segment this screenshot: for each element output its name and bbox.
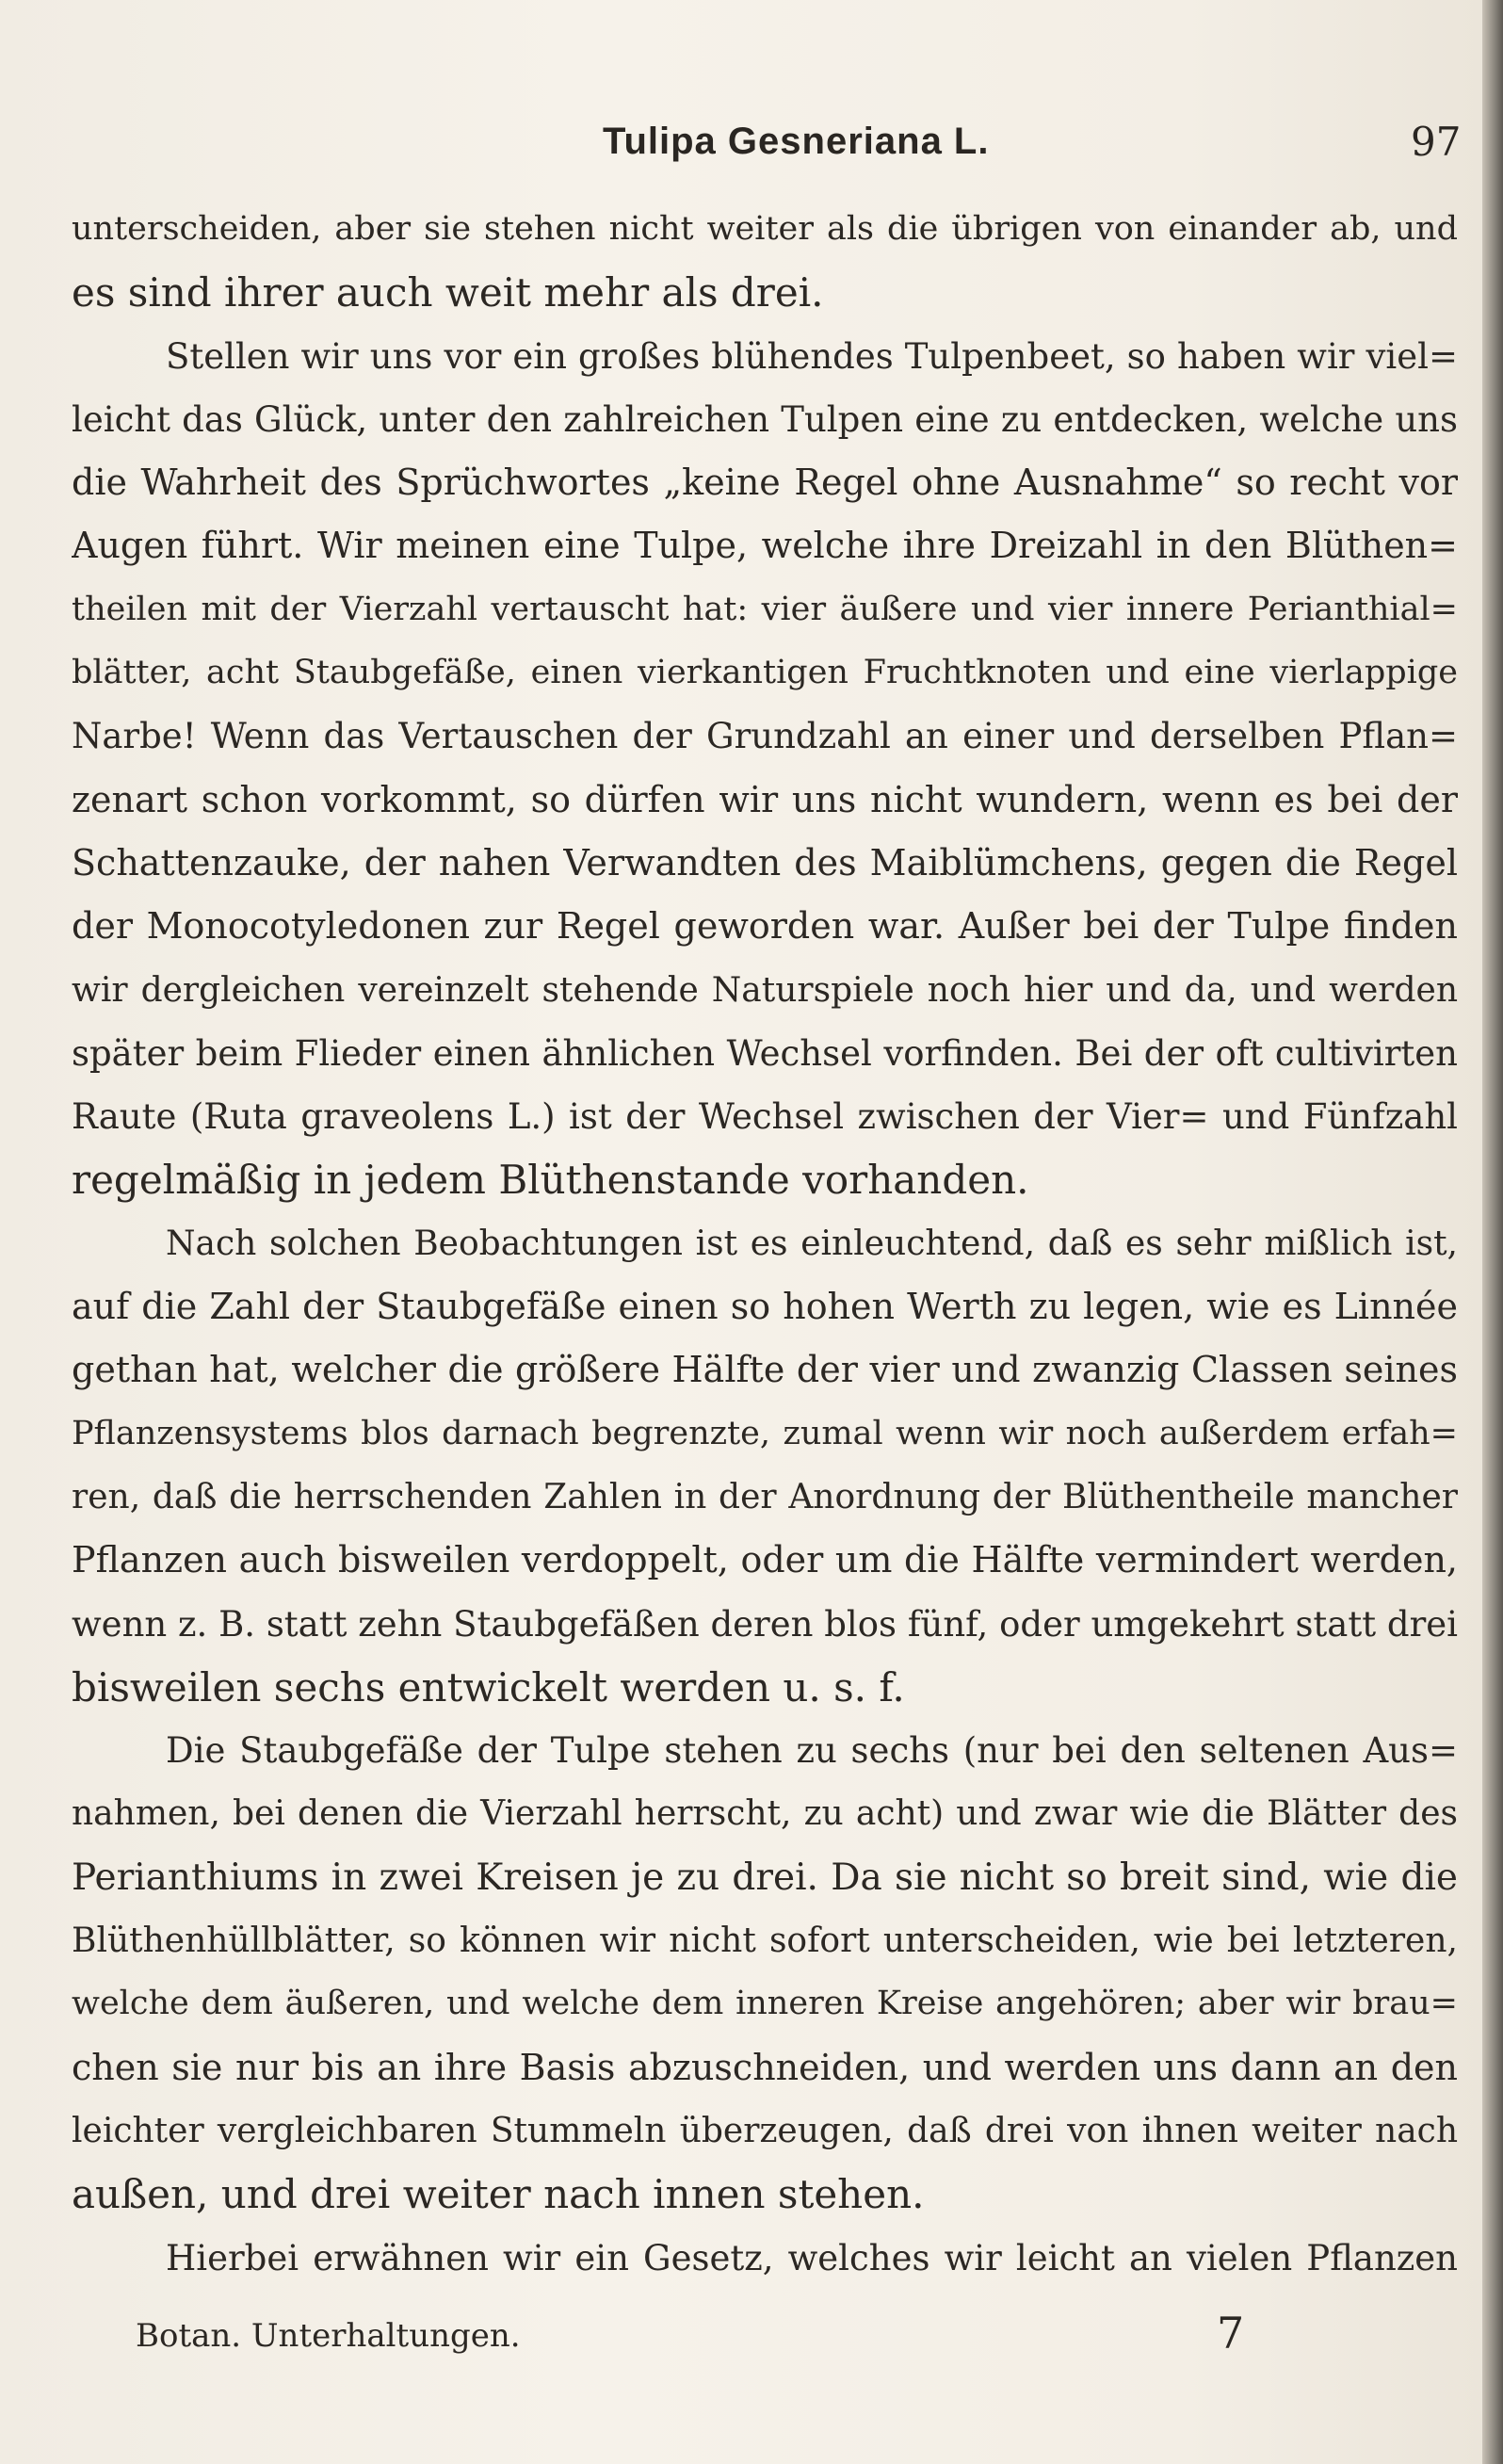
text-line: leicht das Glück, unter den zahlreichen Tulpen eine zu entdecken, welche uns xyxy=(72,398,1458,440)
text-line: Blüthenhüllblätter, so können wir nicht sofort unterscheiden, wie bei letzteren, xyxy=(72,1921,1458,1961)
page-footer xyxy=(0,2308,1482,2364)
text-line: Perianthiums in zwei Kreisen je zu drei. Da sie nicht so breit sind, wie die xyxy=(72,1856,1458,1899)
text-line: die Wahrheit des Sprüchwortes „keine Regel ohne Ausnahme“ so recht vor xyxy=(72,462,1458,504)
text-line: Stellen wir uns vor ein großes blühendes Tulpenbeet, so haben wir viel= xyxy=(166,335,1458,377)
text-line: nahmen, bei denen die Vierzahl herrscht, zu acht) und zwar wie die Blätter des xyxy=(72,1794,1458,1834)
text-line: es sind ihrer auch weit mehr als drei. xyxy=(72,269,824,316)
signature-mark: Botan. Unterhaltungen. xyxy=(136,2317,521,2355)
text-line: zenart schon vorkommt, so dürfen wir uns nicht wundern, wenn es bei der xyxy=(72,778,1458,820)
text-line: regelmäßig in jedem Blüthenstande vorhanden. xyxy=(72,1157,1029,1204)
text-line: theilen mit der Vierzahl vertauscht hat: vier äußere und vier innere Perianthial= xyxy=(72,590,1458,628)
running-head-title: Tulipa Gesneriana L. xyxy=(603,121,990,162)
text-line: unterscheiden, aber sie stehen nicht weiter als die übrigen von einander ab, und xyxy=(72,210,1458,248)
text-line: auf die Zahl der Staubgefäße einen so hohen Werth zu legen, wie es Linnée xyxy=(72,1286,1458,1328)
text-line: Raute (Ruta graveolens L.) ist der Wechsel zwischen der Vier= und Fünfzahl xyxy=(72,1096,1458,1138)
text-line: Die Staubgefäße der Tulpe stehen zu sechs (nur bei den seltenen Aus= xyxy=(166,1730,1458,1772)
text-line: Schattenzauke, der nahen Verwandten des Maiblümchens, gegen die Regel xyxy=(72,841,1458,883)
text-line: gethan hat, welcher die größere Hälfte der vier und zwanzig Classen seines xyxy=(72,1349,1458,1391)
page-edge xyxy=(1482,0,1503,2464)
text-line: chen sie nur bis an ihre Basis abzuschneiden, und werden uns dann an den xyxy=(72,2046,1458,2088)
text-line: Pflanzensystems blos darnach begrenzte, zumal wenn wir noch außerdem erfah= xyxy=(72,1414,1458,1452)
body-text xyxy=(72,198,1458,2290)
text-line: Pflanzen auch bisweilen verdoppelt, oder um die Hälfte vermindert werden, xyxy=(72,1539,1458,1581)
text-line: wir dergleichen vereinzelt stehende Naturspiele noch hier und da, und werden xyxy=(72,970,1458,1010)
text-line: Nach solchen Beobachtungen ist es einleuchtend, daß es sehr mißlich ist, xyxy=(166,1224,1458,1263)
text-line: später beim Flieder einen ähnlichen Wechsel vorfinden. Bei der oft cultivirten xyxy=(72,1032,1458,1074)
text-line: bisweilen sechs entwickelt werden u. s. f. xyxy=(72,1663,905,1710)
text-line: Hierbei erwähnen wir ein Gesetz, welches wir leicht an vielen Pflanzen xyxy=(166,2237,1458,2278)
text-line: außen, und drei weiter nach innen stehen. xyxy=(72,2171,925,2218)
text-line: Augen führt. Wir meinen eine Tulpe, welche ihre Dreizahl in den Blüthen= xyxy=(72,525,1458,567)
sheet-number: 7 xyxy=(1217,2308,1245,2359)
running-head xyxy=(0,115,1482,171)
text-line: ren, daß die herrschenden Zahlen in der Anordnung der Blüthentheile mancher xyxy=(72,1477,1458,1516)
text-line: wenn z. B. statt zehn Staubgefäßen deren blos fünf, oder umgekehrt statt drei xyxy=(72,1603,1458,1645)
text-line: blätter, acht Staubgefäße, einen vierkantigen Fruchtknoten und eine vierlappige xyxy=(72,654,1458,692)
text-line: leichter vergleichbaren Stummeln überzeugen, daß drei von ihnen weiter nach xyxy=(72,2111,1458,2150)
text-line: der Monocotyledonen zur Regel geworden war. Außer bei der Tulpe finden xyxy=(72,905,1458,948)
text-line: welche dem äußeren, und welche dem inneren Kreise angehören; aber wir brau= xyxy=(72,1985,1458,2023)
text-line: Narbe! Wenn das Vertauschen der Grundzahl an einer und derselben Pflan= xyxy=(72,716,1458,757)
page-number: 97 xyxy=(1411,119,1462,165)
